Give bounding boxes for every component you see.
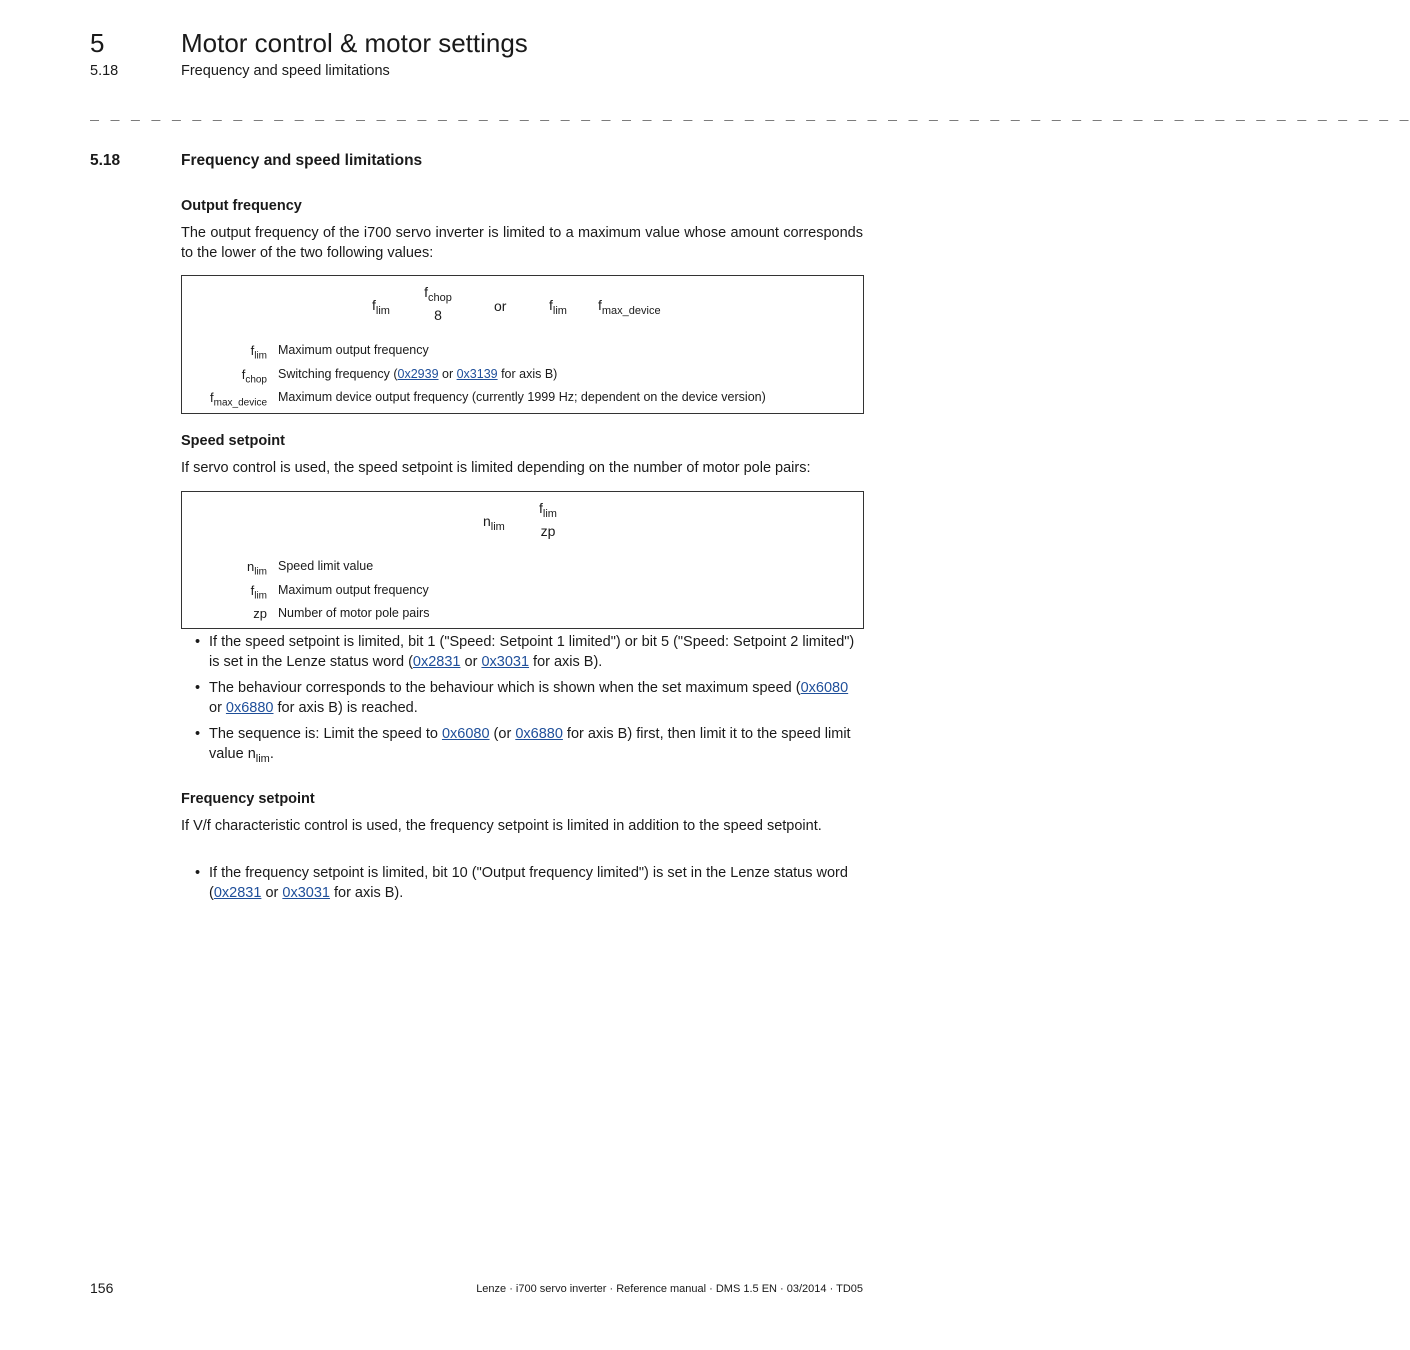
formula-nlim: $n_{lim}$ [483, 513, 505, 533]
formula-fmax-device: $f_{max\_device}$ [598, 297, 661, 317]
definition-symbol: $n_{lim}$ [246, 559, 267, 578]
list-item: • The behaviour corresponds to the behaviour which is shown when the set maximum speed (0x6080 or 0x6880 for axis B) is reached. [195, 680, 849, 716]
list-item: • If the speed setpoint is limited, bit 1 ("Speed: Setpoint 1 limited") or bit 5 ("Speed: Setpoint 2 limited") is set in the Lenze status word (0x2831 or 0x3031 for axis B). [195, 634, 855, 670]
definition-text: Number of motor pole pairs [278, 606, 430, 620]
link-0x3031[interactable]: 0x3031 [282, 884, 330, 901]
definition-symbol: zp [253, 606, 267, 621]
link-0x6080[interactable]: 0x6080 [800, 680, 849, 696]
speed-setpoint-bullet-list [181, 633, 863, 776]
header-rule: _ _ _ _ _ _ _ _ _ _ _ _ _ _ _ _ _ _ _ _ _ _ _ _ _ _ _ _ _ _ _ _ _ _ _ _ _ _ _ _ _ _ _ _ _ _ _ _ _ _ _ _ _ _ _ _ _ _ _ _ _ _ _ _ _ [90, 103, 1410, 121]
output-frequency-intro: The output frequency of the i700 servo inverter is limited to a maximum value whose amount corresponds to the lower of the two following values: [181, 225, 863, 261]
bullet-glyph: • [195, 634, 201, 650]
list-item: • If the frequency setpoint is limited, bit 10 ("Output frequency limited") is set in the Lenze status word (0x2831 or 0x3031 for axis B). [195, 865, 848, 901]
frequency-setpoint-bullet-list [181, 864, 863, 910]
link-0x6880[interactable]: 0x6880 [515, 726, 563, 742]
link-0x2939[interactable]: 0x2939 [397, 367, 439, 381]
speed-setpoint-intro: If servo control is used, the speed setpoint is limited depending on the number of motor pole pairs: [181, 460, 811, 476]
definition-text: Maximum device output frequency (currently 1999 Hz; dependent on the device version) [278, 390, 766, 404]
definition-text: Maximum output frequency [278, 583, 429, 597]
formula-flim-right: $f_{lim}$ [549, 297, 567, 317]
chapter-number: 5 [90, 28, 105, 58]
formula-flim-left: $f_{lim}$ [372, 297, 390, 317]
formula-or: or [494, 298, 507, 314]
definition-text: Speed limit value [278, 559, 374, 573]
footer-doc-info: Lenze · i700 servo inverter · Reference manual · DMS 1.5 EN · 03/2014 · TD05 [476, 1283, 863, 1295]
link-0x2831[interactable]: 0x2831 [213, 884, 262, 901]
section-number: 5.18 [90, 152, 121, 169]
definition-symbol: $f_{lim}$ [250, 583, 267, 602]
running-section-number: 5.18 [90, 63, 119, 79]
definition-symbol: $f_{lim}$ [250, 343, 267, 362]
link-0x6080[interactable]: 0x6080 [441, 726, 490, 742]
formula-fraction-fchop-over-8: $f_{chop}$ 8 [424, 284, 452, 323]
speed-setpoint-heading: Speed setpoint [181, 433, 285, 449]
link-0x3139[interactable]: 0x3139 [456, 367, 498, 381]
frequency-setpoint-intro: If V/f characteristic control is used, the frequency setpoint is limited in addition to the speed setpoint. [181, 818, 822, 834]
page-number: 156 [90, 1280, 114, 1296]
bullet-glyph: • [195, 680, 201, 696]
formula-fraction-flim-over-zp: $f_{lim}$ zp [539, 500, 557, 539]
output-frequency-formula-box [181, 275, 864, 414]
definition-symbol: $f_{chop}$ [241, 367, 267, 386]
definition-text: Maximum output frequency [278, 343, 429, 357]
list-item: • The sequence is: Limit the speed to 0x6080 (or 0x6880 for axis B) first, then limit it to the speed limit value $n_{lim}$. [195, 726, 851, 765]
definition-symbol: $f_{max\_device}$ [210, 390, 267, 409]
output-frequency-heading: Output frequency [181, 198, 302, 214]
bullet-glyph: • [195, 865, 201, 881]
bullet-glyph: • [195, 726, 201, 742]
speed-setpoint-formula-box [181, 491, 864, 629]
chapter-title: Motor control & motor settings [181, 28, 528, 58]
link-0x6880[interactable]: 0x6880 [225, 699, 274, 716]
link-0x3031[interactable]: 0x3031 [481, 653, 530, 670]
section-title: Frequency and speed limitations [181, 152, 423, 169]
frequency-setpoint-heading: Frequency setpoint [181, 791, 315, 807]
running-section-title: Frequency and speed limitations [181, 63, 390, 79]
link-0x2831[interactable]: 0x2831 [412, 653, 461, 670]
definition-text: Switching frequency (0x2939 or 0x3139 for axis B) [278, 367, 558, 381]
